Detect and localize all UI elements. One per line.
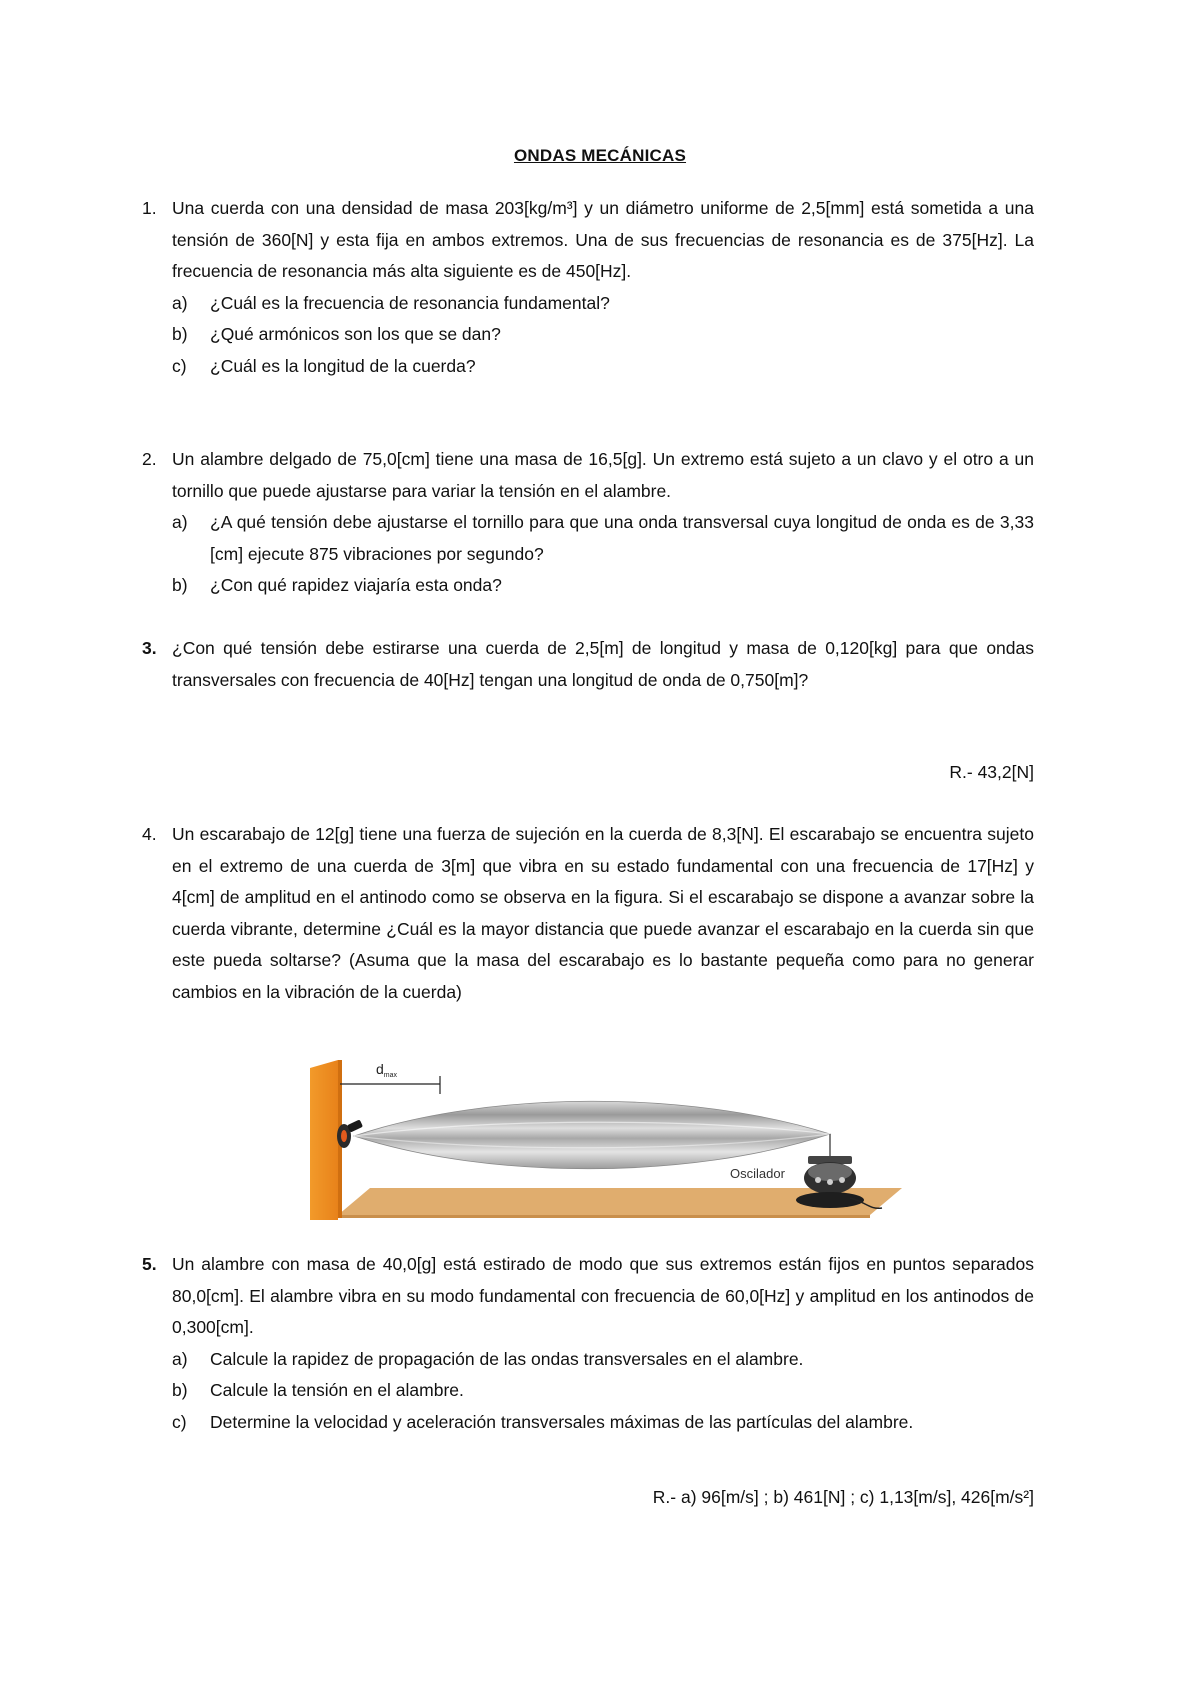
document-title: ONDAS MECÁNICAS <box>513 146 687 165</box>
subquestion <box>172 288 1034 320</box>
subquestion-text: ¿Cuál es la frecuencia de resonancia fundamental? <box>210 292 610 313</box>
subquestion-letter: c) <box>172 1411 187 1432</box>
subquestion-text: ¿Cuál es la longitud de la cuerda? <box>210 355 476 376</box>
subquestion-letter: a) <box>172 512 188 532</box>
oscillator-label: Oscilador <box>730 1166 785 1181</box>
problem-number: 2. <box>142 449 157 469</box>
dmax-label <box>376 1061 398 1079</box>
problem-number: 1. <box>142 198 157 218</box>
subquestion-text: Calcule la tensión en el alambre. <box>210 1380 464 1400</box>
vibrating-string-shape <box>354 1101 830 1169</box>
subquestion-list <box>172 288 1034 383</box>
subquestion <box>172 1375 1034 1407</box>
problem-5 <box>142 1249 1034 1438</box>
problem-3-answer: R.- 43,2[N] <box>949 762 1034 782</box>
problem-2 <box>142 444 1034 602</box>
subquestion-letter: b) <box>172 575 188 595</box>
problem-1 <box>142 193 1034 382</box>
problem-number: 5. <box>142 1254 157 1274</box>
problem-number: 4. <box>142 824 157 844</box>
subquestion <box>172 570 1034 602</box>
problem-statement: Una cuerda con una densidad de masa 203[kg/m³] y un diámetro uniforme de 2,5[mm] está sometida a una tensión de 360[N] y esta fija en ambos extremos. Una de sus frecuencias de resonancia es de 375[Hz]. La frecuencia de resonancia más alta siguiente es de 450[Hz]. <box>172 198 1034 281</box>
subquestion <box>172 1407 1034 1439</box>
problem-4 <box>142 819 1034 1008</box>
subquestion-text: ¿A qué tensión debe ajustarse el tornillo para que una onda transversal cuya longitud de onda es de 3,33 [cm] ejecute 875 vibraciones por segundo? <box>210 512 1034 564</box>
dmax-label-sub: max <box>383 1072 398 1079</box>
subquestion-text: Calcule la rapidez de propagación de las ondas transversales en el alambre. <box>210 1348 804 1369</box>
subquestion-letter: b) <box>172 324 188 344</box>
problem-3 <box>142 633 1034 696</box>
subquestion-text: ¿Qué armónicos son los que se dan? <box>210 324 501 344</box>
subquestion-letter: a) <box>172 292 188 313</box>
subquestion-letter: a) <box>172 1348 188 1369</box>
subquestion-letter: b) <box>172 1380 188 1400</box>
subquestion <box>172 319 1034 351</box>
wall-shape <box>310 1060 338 1220</box>
problem-statement: Un escarabajo de 12[g] tiene una fuerza de sujeción en la cuerda de 8,3[N]. El escarabajo se encuentra sujeto en el extremo de una cuerda de 3[m] que vibra en su estado fundamental con una frecuencia de 17[Hz] y 4[cm] de amplitud en el antinodo como se observa en la figura. Si el escarabajo se dispone a avanzar sobre la cuerda vibrante, determine ¿Cuál es la mayor distancia que puede avanzar el escarabajo en la cuerda sin que este pueda soltarse? (Asuma que la masa del escarabajo es lo bastante pequeña como para no generar cambios en la vibración de la cuerda) <box>172 824 1034 1002</box>
subquestion <box>172 351 1034 383</box>
subquestion-list <box>172 507 1034 602</box>
subquestion-text: Determine la velocidad y aceleración transversales máximas de las partículas del alambre. <box>210 1411 914 1432</box>
subquestion <box>172 507 1034 570</box>
problem-5-answer: R.- a) 96[m/s] ; b) 461[N] ; c) 1,13[m/s], 426[m/s²] <box>652 1487 1034 1507</box>
problem-statement: Un alambre delgado de 75,0[cm] tiene una masa de 16,5[g]. Un extremo está sujeto a un clavo y el otro a un tornillo que puede ajustarse para variar la tensión en el alambre. <box>172 449 1034 501</box>
vibrating-string-figure <box>310 1060 902 1220</box>
subquestion-letter: c) <box>172 355 187 376</box>
dmax-label-main: d <box>376 1061 384 1077</box>
subquestion <box>172 1344 1034 1376</box>
subquestion-list <box>172 1344 1034 1439</box>
floor-edge <box>338 1215 870 1218</box>
problem-number: 3. <box>142 638 157 658</box>
problem-statement: ¿Con qué tensión debe estirarse una cuerda de 2,5[m] de longitud y masa de 0,120[kg] para que ondas transversales con frecuencia de 40[Hz] tengan una longitud de onda de 0,750[m]? <box>172 638 1034 690</box>
subquestion-text: ¿Con qué rapidez viajaría esta onda? <box>210 575 502 595</box>
problem-statement: Un alambre con masa de 40,0[g] está estirado de modo que sus extremos están fijos en puntos separados 80,0[cm]. El alambre vibra en su modo fundamental con frecuencia de 60,0[Hz] y amplitud en los antinodos de 0,300[cm]. <box>172 1254 1034 1337</box>
